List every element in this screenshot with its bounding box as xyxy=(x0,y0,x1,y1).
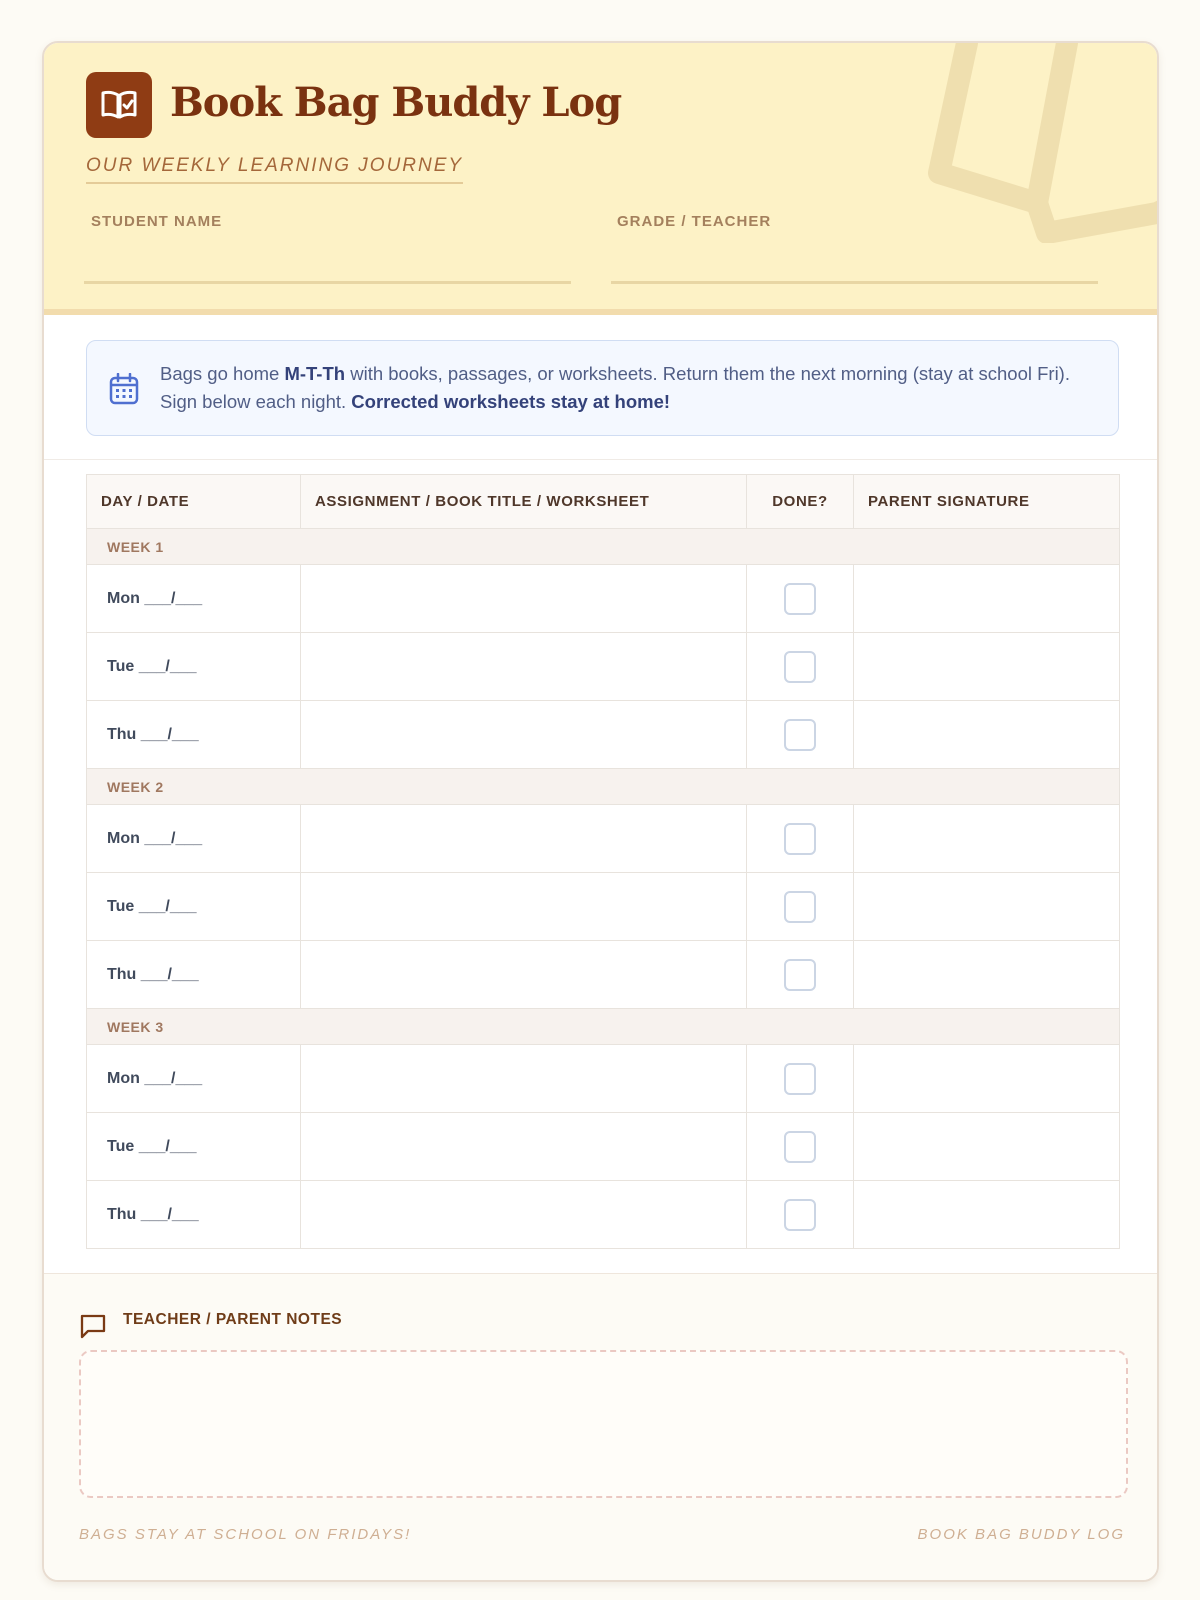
done-checkbox[interactable] xyxy=(784,1063,816,1095)
calendar-icon xyxy=(109,373,139,405)
log-card xyxy=(42,41,1159,1582)
worksheets-note: Corrected worksheets stay at home! xyxy=(351,391,671,412)
week-label: WEEK 3 xyxy=(87,1009,1120,1045)
book-outline-icon xyxy=(927,41,1159,243)
done-cell xyxy=(747,941,854,1009)
day-date-cell: Tue ___/___ xyxy=(87,1113,301,1181)
day-date-cell: Tue ___/___ xyxy=(87,633,301,701)
assignment-cell[interactable] xyxy=(301,805,747,873)
parent-signature-cell[interactable] xyxy=(854,1181,1120,1249)
day-date-cell: Thu ___/___ xyxy=(87,1181,301,1249)
week-header-row xyxy=(87,529,1120,565)
day-date-cell: Thu ___/___ xyxy=(87,701,301,769)
table-row xyxy=(87,565,1120,633)
notes-title: TEACHER / PARENT NOTES xyxy=(123,1311,343,1328)
assignment-cell[interactable] xyxy=(301,1045,747,1113)
assignment-cell[interactable] xyxy=(301,873,747,941)
student-name-field[interactable] xyxy=(84,281,571,284)
done-checkbox[interactable] xyxy=(784,891,816,923)
footer-right-text: BOOK BAG BUDDY LOG xyxy=(917,1526,1125,1543)
table-header-row xyxy=(87,475,1120,529)
table-row xyxy=(87,873,1120,941)
parent-signature-cell[interactable] xyxy=(854,701,1120,769)
page-subtitle: OUR WEEKLY LEARNING JOURNEY xyxy=(86,155,463,184)
assignment-cell[interactable] xyxy=(301,701,747,769)
assignment-cell[interactable] xyxy=(301,1113,747,1181)
done-cell xyxy=(747,805,854,873)
notes-section xyxy=(44,1273,1157,1582)
table-row xyxy=(87,1181,1120,1249)
parent-signature-cell[interactable] xyxy=(854,873,1120,941)
week-label: WEEK 1 xyxy=(87,529,1120,565)
parent-signature-cell[interactable] xyxy=(854,633,1120,701)
done-cell xyxy=(747,1113,854,1181)
done-checkbox[interactable] xyxy=(784,823,816,855)
done-cell xyxy=(747,1045,854,1113)
book-open-icon xyxy=(99,87,139,123)
done-checkbox[interactable] xyxy=(784,959,816,991)
done-checkbox[interactable] xyxy=(784,651,816,683)
day-date-cell: Tue ___/___ xyxy=(87,873,301,941)
day-date-cell: Mon ___/___ xyxy=(87,805,301,873)
assignment-cell[interactable] xyxy=(301,941,747,1009)
logo-badge xyxy=(86,72,152,138)
student-name-label: STUDENT NAME xyxy=(91,213,223,230)
parent-signature-cell[interactable] xyxy=(854,941,1120,1009)
instructions-text: Bags go home M-T-Th with books, passages, or worksheets. Return them the next morning (stay at school Fri). Sign below each night. Corrected worksheets stay at home! xyxy=(160,363,1070,412)
table-row xyxy=(87,633,1120,701)
week-header-row xyxy=(87,769,1120,805)
table-row xyxy=(87,941,1120,1009)
days-highlight: M-T-Th xyxy=(284,363,346,384)
week-label: WEEK 2 xyxy=(87,769,1120,805)
header xyxy=(44,43,1157,315)
chat-bubble-icon xyxy=(79,1313,107,1339)
table-row xyxy=(87,1113,1120,1181)
parent-signature-cell[interactable] xyxy=(854,565,1120,633)
parent-signature-cell[interactable] xyxy=(854,1045,1120,1113)
col-header-signature: PARENT SIGNATURE xyxy=(854,475,1120,529)
instructions-box xyxy=(86,340,1119,436)
col-header-done: DONE? xyxy=(747,475,854,529)
day-date-cell: Mon ___/___ xyxy=(87,1045,301,1113)
done-checkbox[interactable] xyxy=(784,1199,816,1231)
done-checkbox[interactable] xyxy=(784,719,816,751)
done-cell xyxy=(747,873,854,941)
table-row xyxy=(87,701,1120,769)
done-checkbox[interactable] xyxy=(784,1131,816,1163)
col-header-assignment: ASSIGNMENT / BOOK TITLE / WORKSHEET xyxy=(301,475,747,529)
done-cell xyxy=(747,1181,854,1249)
log-table xyxy=(86,474,1120,1249)
week-header-row xyxy=(87,1009,1120,1045)
done-checkbox[interactable] xyxy=(784,583,816,615)
table-row xyxy=(87,805,1120,873)
notes-input-area[interactable] xyxy=(79,1350,1128,1498)
page-title: Book Bag Buddy Log xyxy=(170,79,622,126)
day-date-cell: Mon ___/___ xyxy=(87,565,301,633)
grade-teacher-label: GRADE / TEACHER xyxy=(617,213,772,230)
done-cell xyxy=(747,565,854,633)
grade-teacher-field[interactable] xyxy=(611,281,1098,284)
parent-signature-cell[interactable] xyxy=(854,1113,1120,1181)
day-date-cell: Thu ___/___ xyxy=(87,941,301,1009)
done-cell xyxy=(747,633,854,701)
footer-left-text: BAGS STAY AT SCHOOL ON FRIDAYS! xyxy=(79,1526,412,1543)
divider xyxy=(44,459,1157,460)
parent-signature-cell[interactable] xyxy=(854,805,1120,873)
assignment-cell[interactable] xyxy=(301,1181,747,1249)
done-cell xyxy=(747,701,854,769)
col-header-day: DAY / DATE xyxy=(87,475,301,529)
assignment-cell[interactable] xyxy=(301,633,747,701)
table-row xyxy=(87,1045,1120,1113)
assignment-cell[interactable] xyxy=(301,565,747,633)
